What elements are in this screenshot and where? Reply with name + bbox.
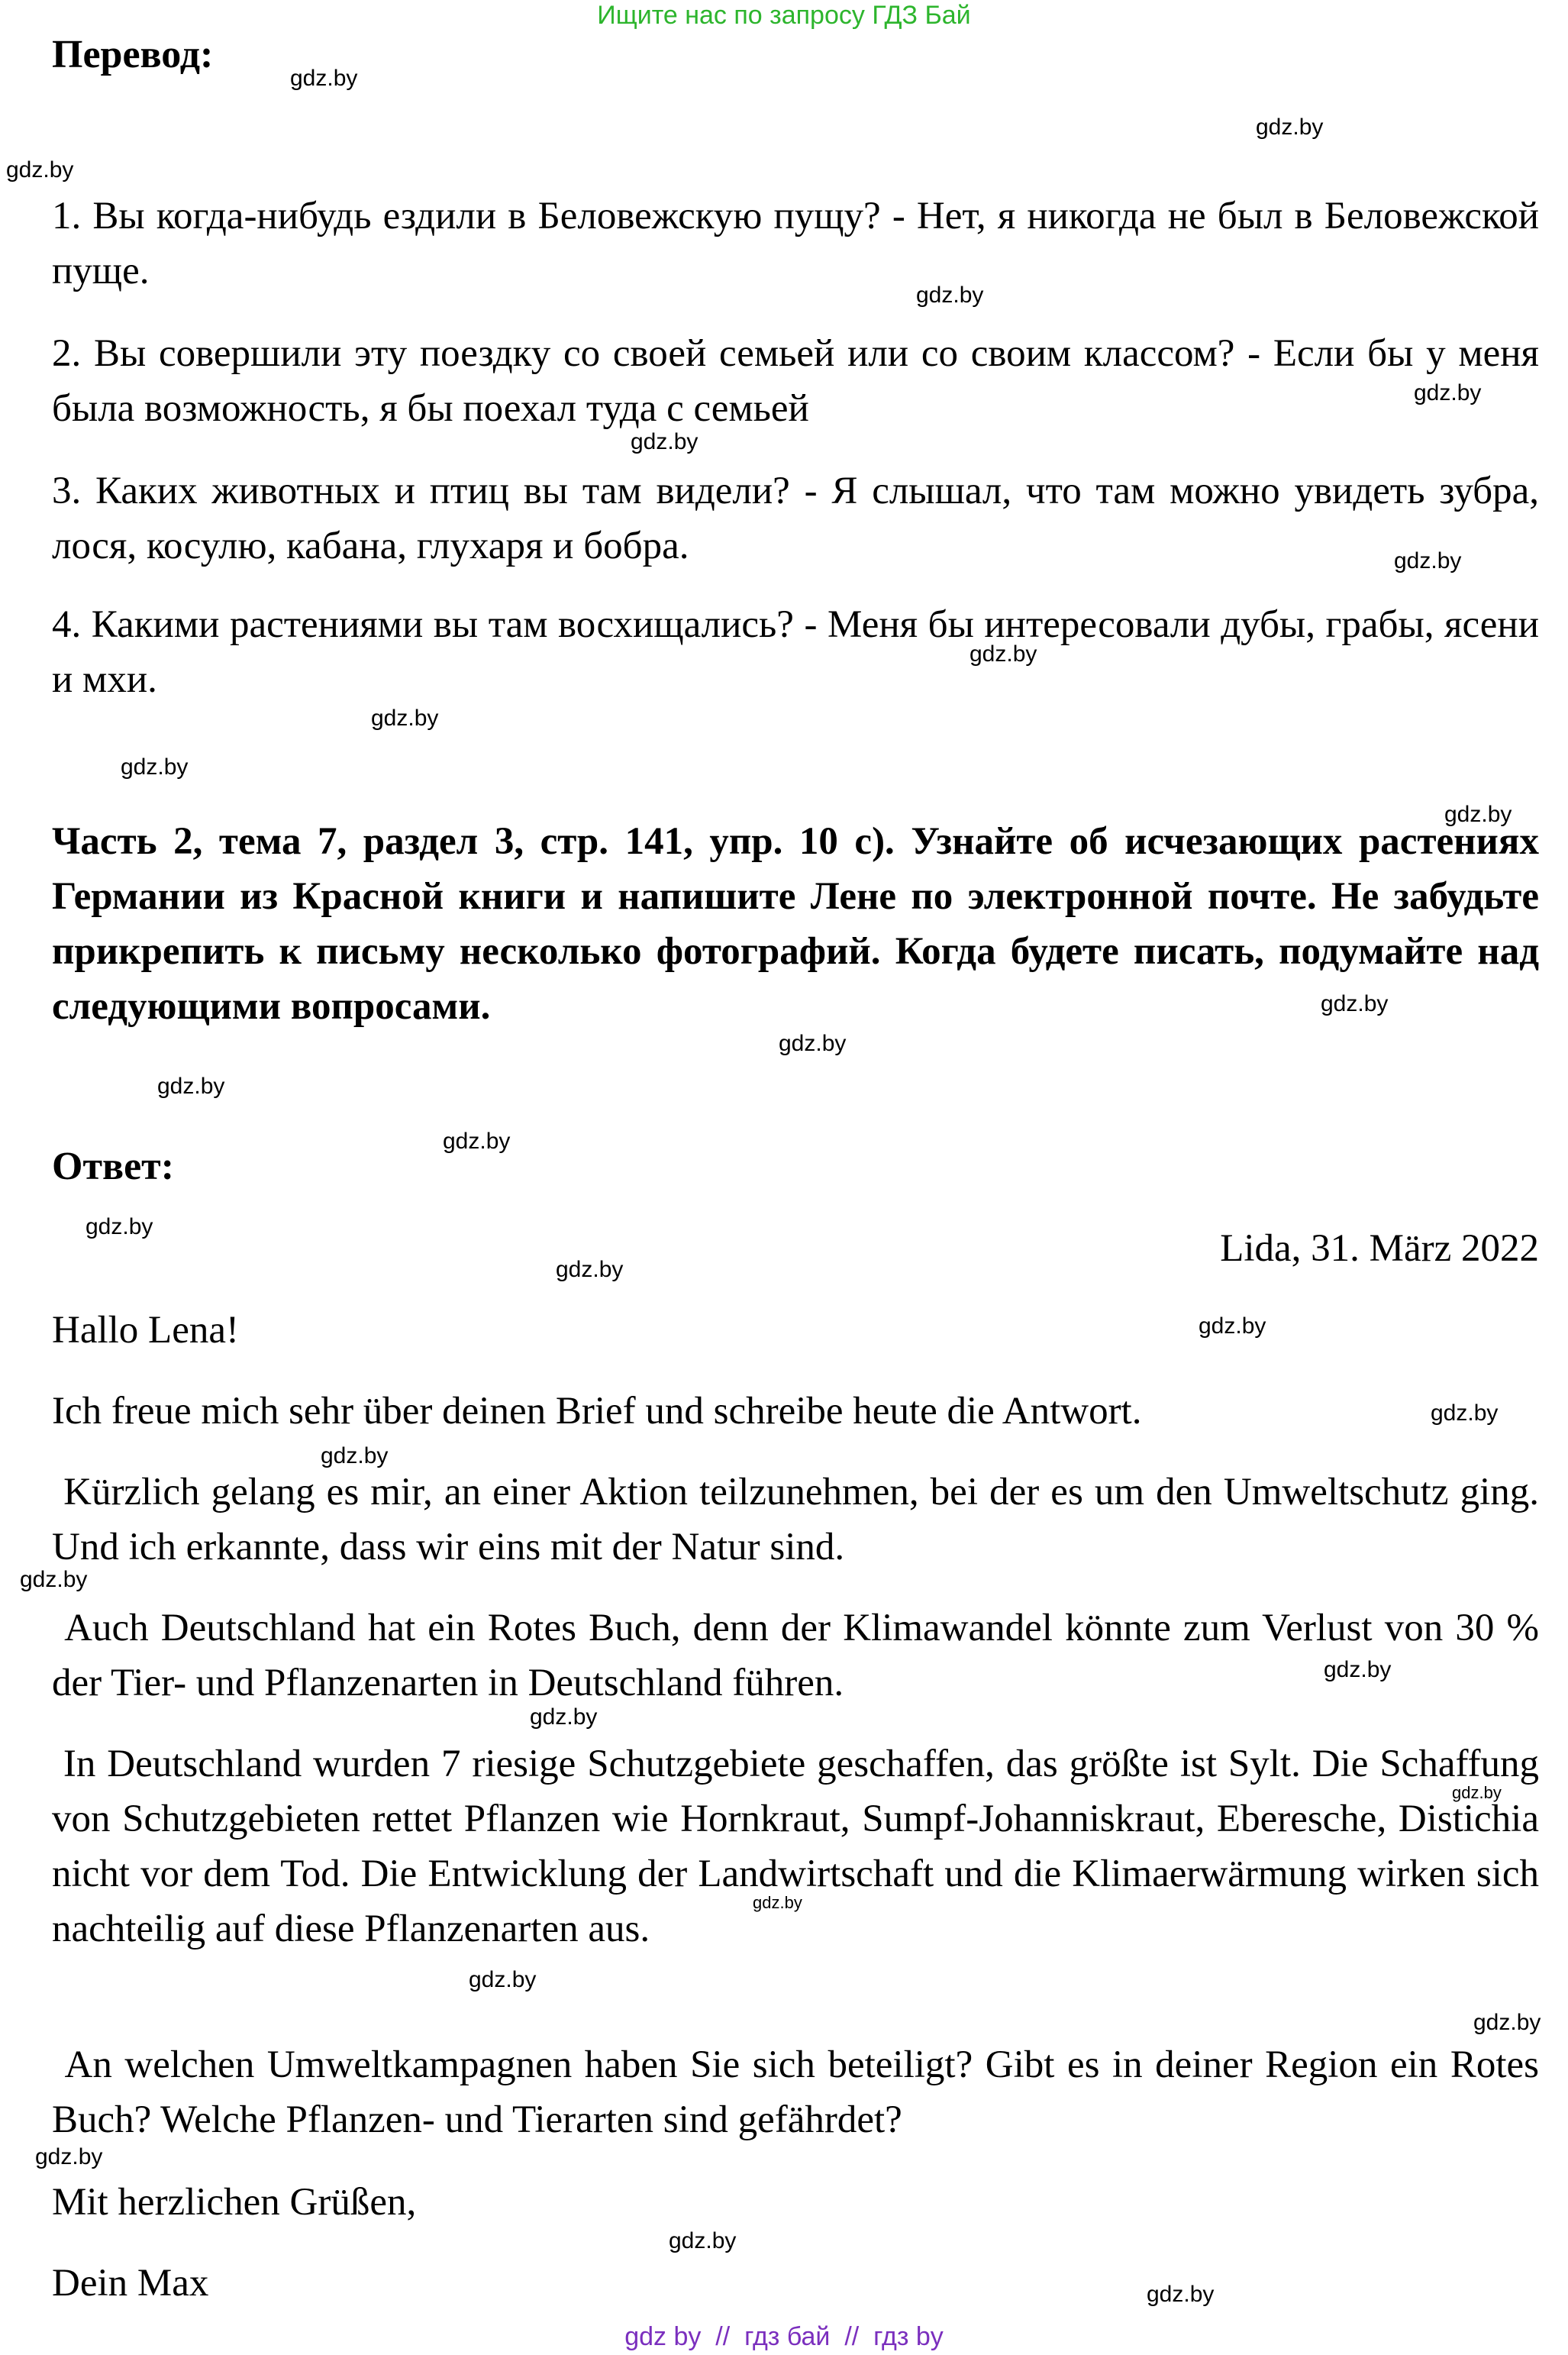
watermark: gdz.by [753, 1893, 802, 1912]
letter-signature: Dein Max [52, 2262, 209, 2305]
watermark: gdz.by [530, 1704, 598, 1730]
letter-paragraph-2: Kürzlich gelang es mir, an einer Aktion teilzunehmen, bei der es um den Umweltschutz ging. Und ich erkannte, dass wir eins mit der Natur sind. [52, 1471, 1549, 1568]
watermark: gdz.by [20, 1567, 88, 1592]
translation-item-1: 1. Вы когда-нибудь ездили в Беловежскую пущу? - Нет, я никогда не был в Беловежской пуще. [52, 195, 1539, 292]
letter-paragraph-3: Auch Deutschland hat ein Rotes Buch, denn der Klimawandel könnte zum Verlust von 30 % der Tier- und Pflanzenarten in Deutschland führen. [52, 1607, 1549, 1704]
watermark: gdz.by [1199, 1313, 1266, 1339]
watermark: gdz.by [1256, 115, 1324, 140]
watermark: gdz.by [1324, 1657, 1392, 1682]
watermark: gdz.by [157, 1074, 225, 1099]
watermark: gdz.by [85, 1214, 153, 1239]
watermark: gdz.by [970, 641, 1037, 667]
answer-heading: Ответ: [52, 1145, 175, 1188]
translation-item-3: 3. Каких животных и птиц вы там видели? - Я слышал, что там можно увидеть зубра, лося, косулю, кабана, глухаря и бобра. [52, 470, 1539, 567]
watermark: gdz.by [290, 66, 358, 91]
watermark: gdz.by [469, 1967, 537, 1992]
translation-item-2: 2. Вы совершили эту поездку со своей семьей или со своим классом? - Если бы у меня была возможность, я бы поехал туда с семьей [52, 332, 1539, 430]
watermark: gdz.by [321, 1443, 389, 1468]
watermark: gdz.by [1147, 2282, 1215, 2307]
watermark: gdz.by [916, 283, 984, 308]
watermark: gdz.by [1452, 1783, 1502, 1802]
translation-heading: Перевод: [52, 33, 214, 76]
letter-greeting: Hallo Lena! [52, 1309, 239, 1352]
watermark: gdz.by [669, 2228, 737, 2253]
watermark: gdz.by [556, 1257, 624, 1282]
top-banner[interactable]: Ищите нас по запросу ГДЗ Бай [597, 1, 971, 30]
watermark: gdz.by [1431, 1400, 1499, 1426]
watermark: gdz.by [779, 1031, 847, 1056]
watermark: gdz.by [443, 1129, 511, 1154]
watermark: gdz.by [631, 429, 699, 454]
watermark: gdz.by [1414, 380, 1482, 405]
watermark: gdz.by [1444, 802, 1512, 827]
watermark: gdz.by [6, 157, 74, 183]
watermark: gdz.by [1394, 548, 1462, 573]
letter-date: Lida, 31. März 2022 [1220, 1227, 1539, 1270]
bottom-banner[interactable]: gdz by // гдз бай // гдз by [624, 2322, 944, 2351]
task-text: Часть 2, тема 7, раздел 3, стр. 141, упр. 10 с). Узнайте об исчезающих растениях Германии из Красной книги и напишите Лене по электронной почте. Не забудьте прикрепить к письму несколько фотографий. Когда будете писать, подумайте над следующими вопросами. [52, 820, 1539, 1028]
letter-paragraph-5: An welchen Umweltkampagnen haben Sie sich beteiligt? Gibt es in deiner Region ein Rotes Buch? Welche Pflanzen- und Tierarten sind gefährdet? [52, 2043, 1549, 2141]
watermark: gdz.by [35, 2144, 103, 2169]
watermark: gdz.by [121, 754, 189, 780]
watermark: gdz.by [1473, 2010, 1541, 2035]
translation-item-4: 4. Какими растениями вы там восхищались? - Меня бы интересовали дубы, грабы, ясени и мхи. [52, 603, 1539, 701]
watermark: gdz.by [371, 706, 439, 731]
watermark: gdz.by [1321, 991, 1389, 1016]
letter-paragraph-4: In Deutschland wurden 7 riesige Schutzgebiete geschaffen, das größte ist Sylt. Die Schaffung von Schutzgebieten rettet Pflanzen wie Hornkraut, Sumpf-Johanniskraut, Eberesche, Distichia nicht vor dem Tod. Die Entwicklung der Landwirtschaft und die Klimaerwärmung wirken sich nachteilig auf diese Pflanzenarten aus. [52, 1743, 1549, 1950]
letter-paragraph-1: Ich freue mich sehr über deinen Brief und schreibe heute die Antwort. [52, 1390, 1142, 1433]
letter-closing: Mit herzlichen Grüßen, [52, 2181, 417, 2224]
